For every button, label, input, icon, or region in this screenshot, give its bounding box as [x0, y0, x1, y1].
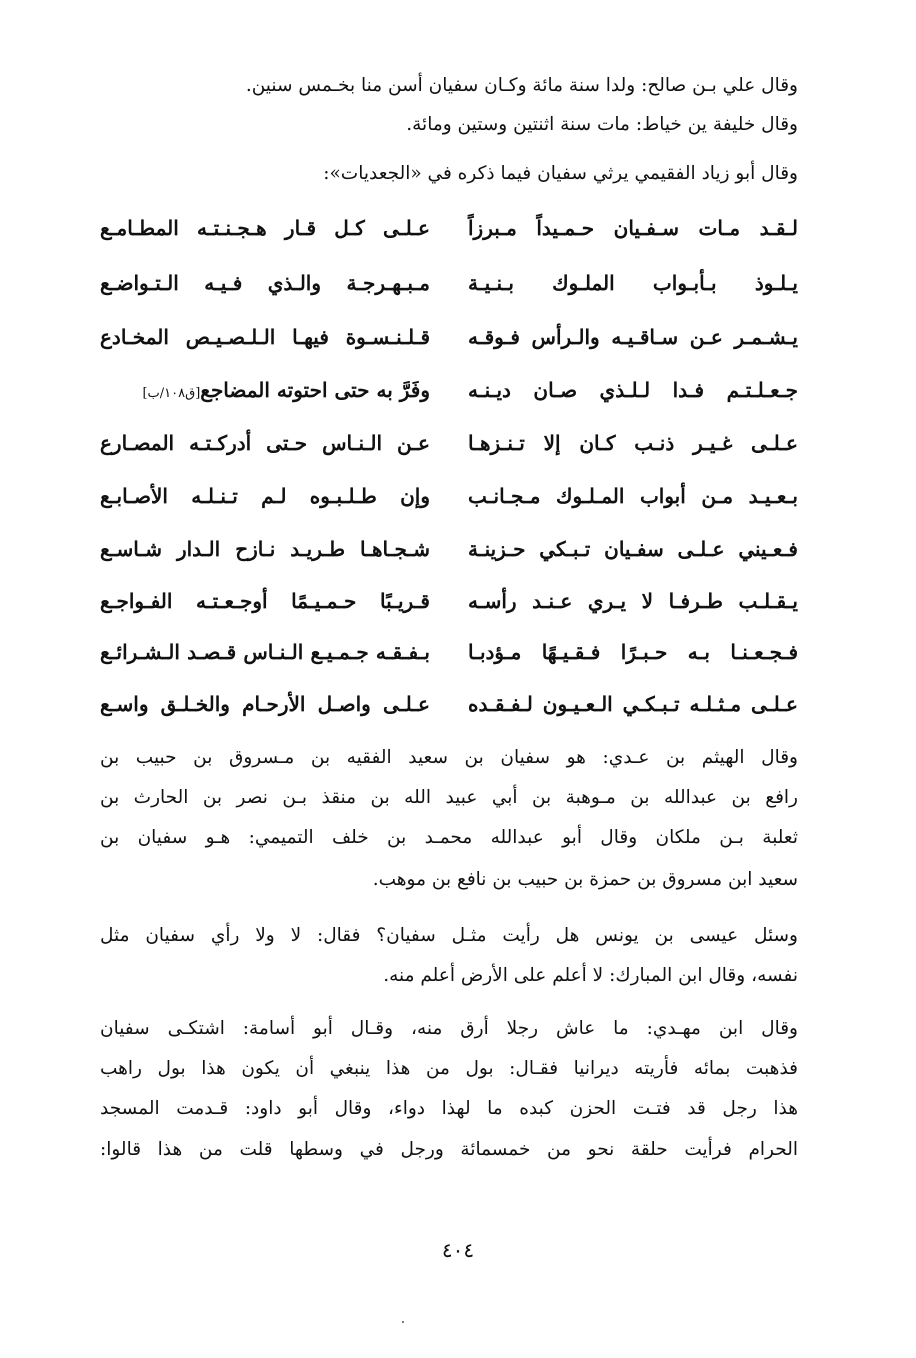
- verse-first-hemistich: يـلـوذ بـأبـواب الملـوك بـنـيـة: [468, 271, 798, 295]
- text-line: وقال خليفة ين خياط: مات سنة اثنتين وستين ومائة.: [406, 114, 798, 135]
- verse-second-hemistich: قـلـنـسـوة فيهـا الـلـصـيـص المخـادع: [100, 325, 430, 349]
- verse-second-hemistich: وإن طـلـبـوه لـم تـنـلـه الأصـابـع: [100, 484, 430, 508]
- text-line: سعيد ابن مسروق بن حمزة بن حبيب بن نافع بن موهب.: [372, 869, 798, 890]
- verse-first-hemistich: بـعـيـد مـن أبواب المـلـوك مـجـانـب: [468, 484, 798, 508]
- verse-second-hemistich: عـلـى واصـل الأرحـام والخـلـق واسـع: [100, 692, 430, 716]
- verse-second-hemistich: شـجـاهـا طـريـد نـازح الـدار شـاسـع: [100, 537, 430, 561]
- text-line: هذا رجل قد فتـت الحزن كبده ما لهذا دواء، وقال أبو داود: قـدمت المسجد: [100, 1098, 798, 1119]
- text-line: وقال علي بـن صالح: ولدا سنة مائة وكـان سفيان أسن منا بخـمس سنين.: [245, 75, 798, 96]
- scan-speck: [402, 1321, 404, 1323]
- text-line: وقال ابن مهـدي: ما عاش رجلا أرق منه، وقـال أبو أسامة: اشتكـى سفيان: [100, 1018, 798, 1039]
- verse-first-hemistich: فـجـعـنـا بـه حـبـرًا فـقـيـهًا مـؤدبـا: [468, 640, 798, 664]
- verse-second-hemistich: عـلـى كـل قـار هـجـنـتـه المطـامـع: [100, 216, 430, 240]
- verse-second-hemistich: بـفـقـه جـمـيـع الـنـاس قـصـد الـشـرائـع: [100, 640, 430, 664]
- verse-second-hemistich: مـبـهـرجـة والـذي فـيـه الـتـواضـع: [100, 271, 430, 295]
- text-line: رافع بن عبدالله بن مـوهبة بن أبي عبيد الله بن منقذ بـن نصر بن الحارث بن: [100, 787, 798, 808]
- page-number: ٤٠٤: [441, 1238, 475, 1262]
- text-line: نفسه، وقال ابن المبارك: لا أعلم على الأرض أعلم منه.: [383, 965, 798, 986]
- verse-first-hemistich: جـعـلـتـم فـدا لـلـذي صـان ديـنـه: [468, 378, 798, 402]
- verse-text: وفَرَّ به حتى احتوته المضاجع: [200, 378, 430, 402]
- text-line: ثعلبة بـن ملكان وقال أبو عبدالله محمـد بن خلف التميمي: هـو سفيان بن: [100, 827, 798, 848]
- verse-first-hemistich: فـعـيني عـلـى سفـيان تـبـكي حـزينـة: [468, 537, 798, 561]
- verse-first-hemistich: عـلـى غـيـر ذنـب كـان إلا تـنـزهـا: [468, 431, 798, 455]
- verse-second-hemistich: عـن الـنـاس حـتى أدركـتـه المصـارع: [100, 431, 430, 455]
- text-line: الحرام فرأيت حلقة نحو من خمسمائة ورجل في وسطها قلت من هذا قالوا:: [100, 1139, 798, 1160]
- text-line: وسئل عيسى بن يونس هل رأيت مثـل سفيان؟ فقال: لا ولا رأي سفيان مثل: [100, 925, 798, 946]
- verse-second-hemistich: [100, 376, 430, 408]
- verse-first-hemistich: يـقـلـب طـرفـا لا يـري عـنـد رأسـه: [468, 589, 798, 613]
- verse-second-hemistich: قـريـبًا حـمـيـمًا أوجـعـتـه الفـواجـع: [100, 589, 430, 613]
- verse-first-hemistich: عـلـى مـثـلـه تـبـكـي الـعـيـون لـفـقـده: [468, 692, 798, 716]
- verse-first-hemistich: يـشـمـر عـن سـاقـيـه والـرأس فـوقـه: [468, 325, 798, 349]
- text-line: وقال الهيثم بن عـدي: هو سفيان بن سعيد الفقيه بن مـسروق بن حبيب بن: [100, 747, 798, 768]
- verse-first-hemistich: لـقـد مـات سـفـيان حـمـيداً مـبرزاً: [468, 216, 798, 240]
- text-line: وقال أبو زياد الفقيمي يرثي سفيان فيما ذكره في «الجعديات»:: [323, 163, 798, 184]
- manuscript-folio-marker: [ق١٠٨/ب]: [142, 386, 201, 401]
- text-line: فذهبت بمائه فأريته ديرانيا فقـال: بول من هذا ينبغي أن يكون هذا بول راهب: [100, 1058, 798, 1079]
